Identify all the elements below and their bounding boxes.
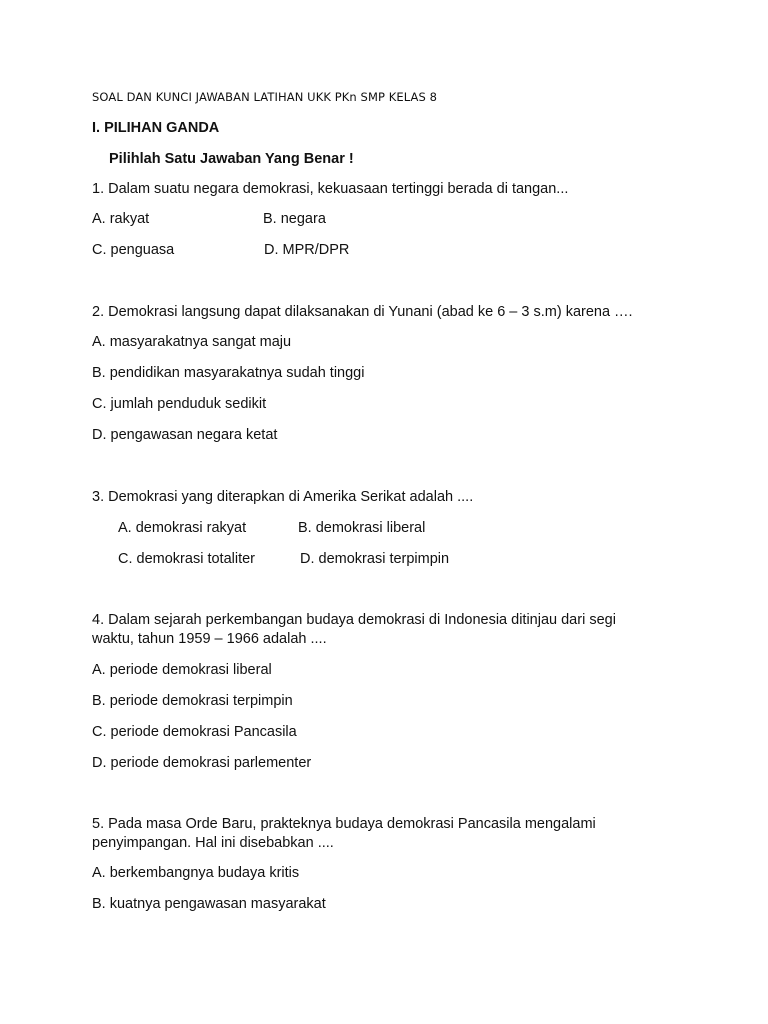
- question-5-option-a: A. berkembangnya budaya kritis: [92, 865, 300, 881]
- section-title: I. PILIHAN GANDA: [92, 120, 220, 136]
- question-1-option-b: B. negara: [263, 211, 326, 227]
- question-5-text-line1: 5. Pada masa Orde Baru, prakteknya budaya demokrasi Pancasila mengalami: [92, 816, 596, 832]
- question-1-option-c: C. penguasa: [92, 242, 175, 258]
- question-1-text: 1. Dalam suatu negara demokrasi, kekuasaan tertinggi berada di tangan...: [92, 181, 569, 197]
- document-title: SOAL DAN KUNCI JAWABAN LATIHAN UKK PKn SMP KELAS 8: [92, 90, 438, 104]
- question-4-option-a: A. periode demokrasi liberal: [92, 662, 272, 678]
- question-4-option-d: D. periode demokrasi parlementer: [92, 755, 312, 771]
- question-4-option-c: C. periode demokrasi Pancasila: [92, 724, 297, 740]
- question-2-option-a: A. masyarakatnya sangat maju: [92, 334, 292, 350]
- question-2-text: 2. Demokrasi langsung dapat dilaksanakan di Yunani (abad ke 6 – 3 s.m) karena ….: [92, 304, 633, 320]
- question-3-option-d: D. demokrasi terpimpin: [300, 551, 450, 567]
- question-4-option-b: B. periode demokrasi terpimpin: [92, 693, 293, 709]
- question-5-option-b: B. kuatnya pengawasan masyarakat: [92, 896, 326, 912]
- question-3-option-c: C. demokrasi totaliter: [118, 551, 255, 567]
- question-3-text: 3. Demokrasi yang diterapkan di Amerika Serikat adalah ....: [92, 489, 474, 505]
- question-4-text-line2: waktu, tahun 1959 – 1966 adalah ....: [92, 631, 327, 647]
- question-1-option-a: A. rakyat: [92, 211, 150, 227]
- section-instruction: Pilihlah Satu Jawaban Yang Benar !: [109, 151, 354, 167]
- question-3-option-b: B. demokrasi liberal: [298, 520, 426, 536]
- question-2-option-b: B. pendidikan masyarakatnya sudah tinggi: [92, 365, 365, 381]
- question-1-option-d: D. MPR/DPR: [264, 242, 350, 258]
- question-5-text-line2: penyimpangan. Hal ini disebabkan ....: [92, 835, 334, 851]
- question-2-option-d: D. pengawasan negara ketat: [92, 427, 278, 443]
- question-2-option-c: C. jumlah penduduk sedikit: [92, 396, 267, 412]
- question-4-text-line1: 4. Dalam sejarah perkembangan budaya demokrasi di Indonesia ditinjau dari segi: [92, 612, 616, 628]
- question-3-option-a: A. demokrasi rakyat: [118, 520, 247, 536]
